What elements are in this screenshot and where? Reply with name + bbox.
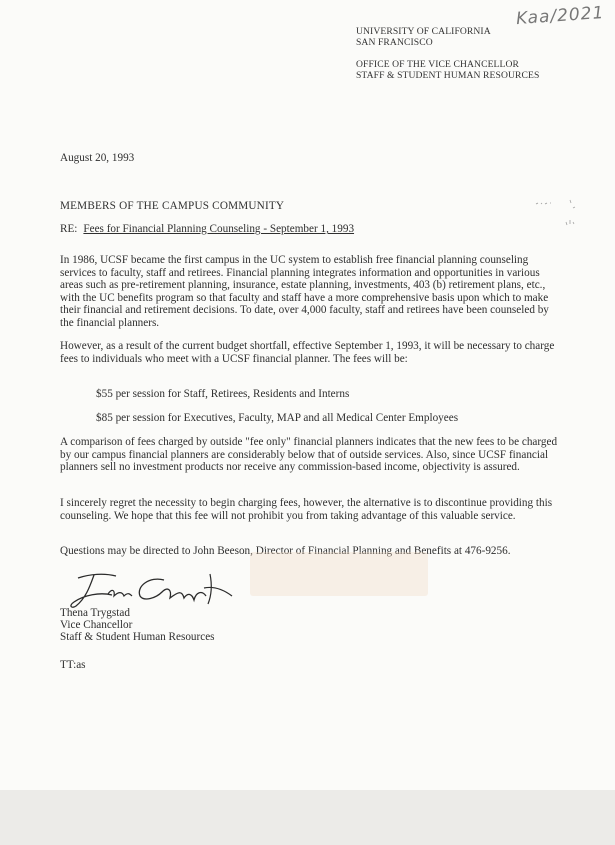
- faint-stamp-mark: [250, 552, 428, 596]
- fee-item-executives: $85 per session for Executives, Faculty, MAP and all Medical Center Employees: [96, 412, 459, 424]
- paragraph-fee-announcement: However, as a result of the current budget shortfall, effective September 1, 1993, it will be necessary to charge fees to individuals who meet with a UCSF financial planner. The fees will be:: [60, 340, 555, 365]
- letter-addressee: MEMBERS OF THE CAMPUS COMMUNITY: [60, 200, 285, 212]
- scan-bottom-edge: [0, 790, 615, 845]
- signatory-department: Staff & Student Human Resources: [60, 631, 215, 643]
- institution-name: UNIVERSITY OF CALIFORNIA: [356, 26, 491, 37]
- paragraph-background: In 1986, UCSF became the first campus in the UC system to establish free financial planning counseling services to faculty, staff and retirees. Financial planning integrates information and opportunities in various areas such as pre-retirement planning, insurance, estate planning, investments, 403 (b) retirement plans, etc., with the UC benefits program so that faculty and staff have a more comprehensive basis upon which to make their financial and retirement decisions. To date, over 4,000 faculty, staff and retirees have been counseled by the financial planners.: [60, 254, 549, 329]
- subject-text: Fees for Financial Planning Counseling - September 1, 1993: [83, 223, 355, 235]
- letterhead: [356, 26, 539, 81]
- signatory-name: Thena Trygstad: [60, 607, 130, 619]
- paragraph-fee-comparison: A comparison of fees charged by outside "fee only" financial planners indicates that the new fees to be charged by our campus financial planners are considerably below that of outside services. Also, since UCSF financial planners sell no investment products nor receive any commission-based income, objectivity is assured.: [60, 436, 558, 474]
- handwritten-annotation: Kaa/2021: [515, 2, 605, 30]
- signatory-title: Vice Chancellor: [60, 619, 133, 631]
- letterhead-spacer: [356, 48, 539, 59]
- subject-label: RE:: [60, 223, 78, 235]
- subject-line: [60, 223, 560, 236]
- institution-campus: SAN FRANCISCO: [356, 37, 433, 48]
- office-department: STAFF & STUDENT HUMAN RESOURCES: [356, 70, 540, 81]
- handwritten-signature: [60, 568, 240, 612]
- office-name: OFFICE OF THE VICE CHANCELLOR: [356, 59, 519, 70]
- typist-initials: TT:as: [60, 659, 86, 671]
- paragraph-contact: Questions may be directed to John Beeson, Director of Financial Planning and Benefits at 476-9256.: [60, 545, 511, 557]
- fee-item-staff: $55 per session for Staff, Retirees, Residents and Interns: [96, 388, 350, 400]
- letter-date: August 20, 1993: [60, 152, 135, 164]
- paragraph-regret: I sincerely regret the necessity to begin charging fees, however, the alternative is to discontinue providing this counseling. We hope that this fee will not prohibit you from taking advantage of this valuable service.: [60, 497, 553, 522]
